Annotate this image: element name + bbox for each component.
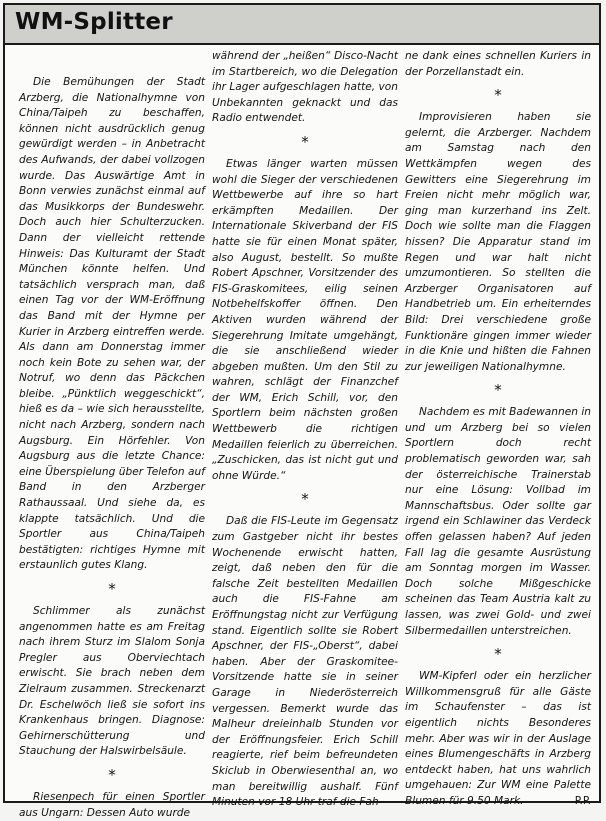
article-paragraph — [405, 669, 591, 809]
column-1 — [19, 49, 205, 819]
separator-asterisk: * — [494, 381, 502, 400]
article-columns — [5, 45, 599, 819]
separator-asterisk: * — [301, 132, 309, 151]
column-2 — [212, 49, 398, 809]
article-paragraph: Etwas länger warten müssen wohl die Sieger der verschiedenen Wettbewerbe auf ihre so hart erkämpften Medaillen. Der Internationale Skiverband der FIS hatte sie für einen Monat später, also August, bestellt. So mußte Robert Apschner, Vorsitzender des FIS-Graskomitees, eilig seinen Notbehelfskoffer öffnen. Den Aktiven wurden während der Siegerehrung Imitate umgehängt, die sie anschließend wieder abgeben mußten. Um den Stil zu wahren, schlägt der Finanzchef der WM, Erich Schill, vor, den Sportlern beim nächsten großen Wettbewerb die richtigen Medaillen feierlich zu überreichen. „Zuschicken, das ist nicht gut und ohne Würde.“ — [212, 157, 398, 482]
separator-asterisk: * — [494, 645, 502, 664]
author-signature: P.P. — [574, 794, 591, 807]
separator-asterisk: * — [494, 86, 502, 105]
newspaper-clipping — [3, 3, 601, 819]
separator-asterisk: * — [108, 580, 116, 598]
article-paragraph: Nachdem es mit Badewannen in und um Arzberg bei so vielen Sportlern doch recht problematisch geworden war, sah der österreichische Trainerstab nur eine Lösung: Vollbad im Mannschaftsbus. Oder sollte gar irgend ein Schlawiner das Verdeck offen gelassen haben? Auf jeden Fall lag die gesamte Ausrüstung am Sonntag morgen im Wasser. Doch solche Mißgeschicke scheinen das Team Austria kalt zu lassen, was zwei Gold- und zwei Silbermedaillen unterstreichen. — [405, 406, 591, 637]
article-paragraph-text: WM-Kipferl oder ein herzlicher Willkommensgruß für alle Gäste im Schaufenster – das ist eigentlich nichts Besonderes mehr. Aber was wir in der Auslage eines Blumengeschäfts in Arzberg entdeckt haben, hat uns wahrlich umgehauen: Zur WM eine Palette Blumen für 9.50 Mark. — [405, 670, 591, 807]
separator-asterisk: * — [108, 765, 116, 784]
article-paragraph: Daß die FIS-Leute im Gegensatz zum Gastgeber nicht ihr bestes Wochenende erwischt hatten, zeigt, daß neben den für die falsche Zeit bestellten Medaillen auch die FIS-Fahne am Eröffnungstag nicht zur Verfügung stand. Eigentlich sollte sie Robert Apschner, der FIS-„Oberst“, dabei haben. Aber der Graskomitee-Vorsitzende hatte sie in seiner Garage in Niederösterreich vergessen. Bemerkt wurde das Malheur dreieinhalb Stunden vor der Eröffnungsfeier. Erich Schill reagierte, rief beim befreundeten Skiclub in Oberwiesenthal an, wo man bereitwillig aushalf. Fünf Minuten vor 18 Uhr traf die Fah- — [212, 515, 398, 809]
article-paragraph: Improvisieren haben sie gelernt, die Arzberger. Nachdem am Samstag nach den Wettkämpfen wegen des Gewitters eine Siegerehrung im Freien nicht mehr möglich war, ging man kurzerhand ins Zelt. Doch wie sollte man die Flaggen hissen? Die Apparatur stand im Regen und war halt nicht umzumontieren. So stellten die Arzberger Organisatoren auf Handbetrieb um. Ein erheiterndes Bild: Drei verschiedene große Funktionäre gingen immer wieder in die Knie und hißten die Fahnen zur jeweiligen Nationalhymne. — [405, 111, 591, 373]
section-header — [5, 5, 599, 45]
article-paragraph: Die Bemühungen der Stadt Arzberg, die Nationalhymne von China/Taipeh zu beschaffen, können nicht ausdrücklich genug gewürdigt werden – in Anbetracht des Aufwands, der dabei vollzogen wurde. Das Auswärtige Amt in Bonn verwies zunächst einmal auf das Musikkorps der Bundeswehr. Doch auch hier Schulterzucken. Dann der vielleicht rettende Hinweis: Das Kulturamt der Stadt München könnte helfen. Und tatsächlich versprach man, daß einen Tag vor der WM-Eröffnung das Band mit der Hymne per Kurier in Arzberg eintreffen werde. Als dann am Donnerstag immer noch kein Bote zu sehen war, der Notruf, wo denn das Päckchen bleibe. „Pünktlich weggeschickt“, hieß es da – wie sich herausstellte, nicht nach Arzberg, sondern nach Augsburg. Ein Hörfehler. Von Augsburg aus die letzte Chance: eine Überspielung über Telefon auf Band in den Arzberger Rathaussaal. Und siehe da, es klappte tatsächlich. Und die Sportler aus China/Taipeh bestätigten: richtiges Hymne mit erstaunlich gutes Klang. — [19, 76, 205, 572]
section-title: WM-Splitter — [15, 9, 173, 35]
separator-asterisk: * — [301, 490, 309, 509]
article-paragraph: ne dank eines schnellen Kuriers in der Porzellanstadt ein. — [405, 50, 591, 78]
article-paragraph: während der „heißen“ Disco-Nacht im Startbereich, wo die Delegation ihr Lager aufgeschlagen hatte, von Unbekannten geknackt und das Radio entwendet. — [212, 50, 398, 125]
column-3 — [405, 49, 591, 807]
article-paragraph: Schlimmer als zunächst angenommen hatte es am Freitag nach ihrem Sturz im Slalom Sonja Pregler aus Oberviechtach erwischt. Sie brach neben dem Zielraum zusammen. Streckenarzt Dr. Eschelwöch ließ sie sofort ins Krankenhaus bringen. Diagnose: Gehirnerschütterung und Stauchung der Halswirbelsäule. — [19, 605, 205, 758]
article-paragraph: Riesenpech für einen Sportler aus Ungarn: Dessen Auto wurde — [19, 790, 205, 819]
